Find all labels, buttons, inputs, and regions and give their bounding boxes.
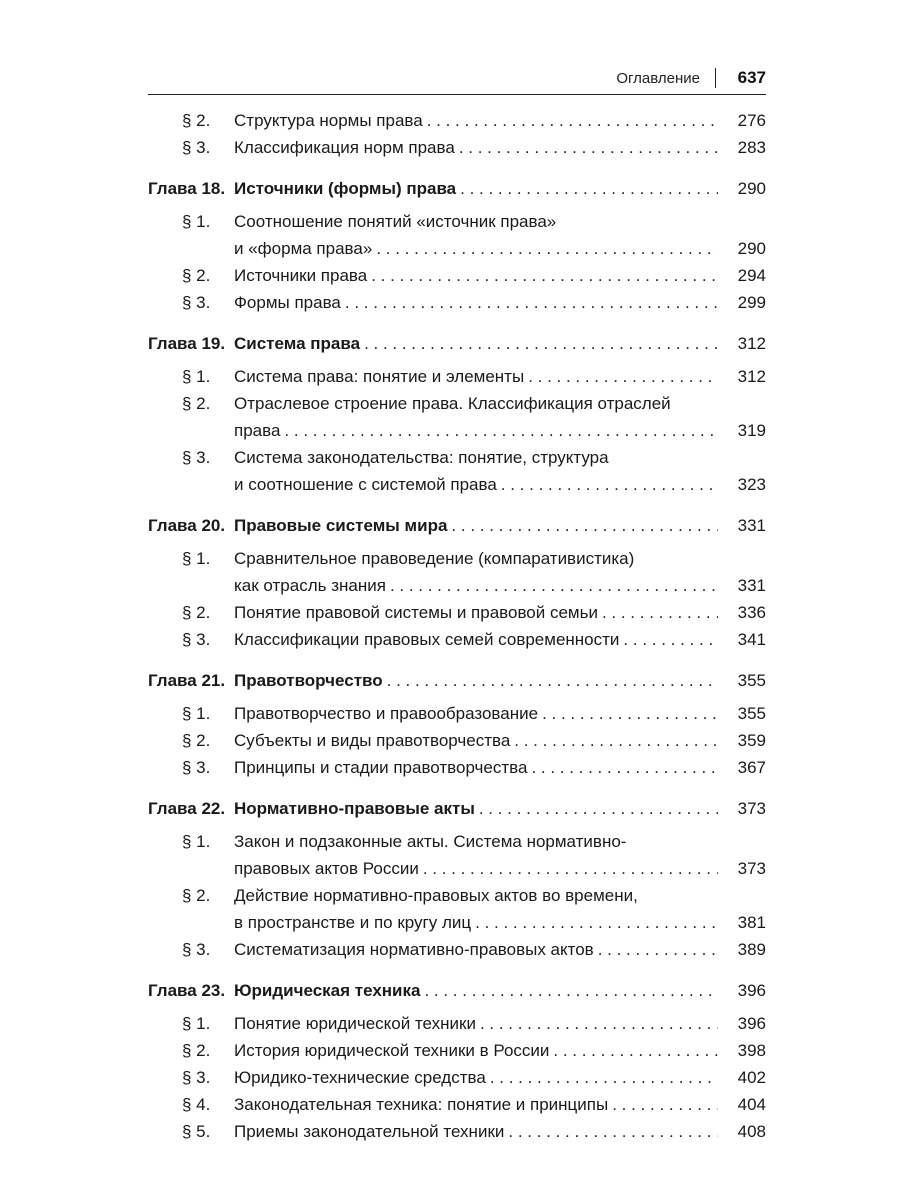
toc-chapter-row bbox=[148, 330, 766, 357]
section-number: § 3. bbox=[182, 630, 211, 649]
entry-title-line: права bbox=[234, 421, 281, 440]
toc-section-row bbox=[148, 1010, 766, 1037]
toc-chapter-row bbox=[148, 512, 766, 539]
entry-title-line: Правотворчество bbox=[234, 671, 383, 690]
toc-section-row bbox=[148, 727, 766, 754]
header-page-number: 637 bbox=[737, 68, 766, 87]
entry-title-line: Юридико-технические средства bbox=[234, 1068, 486, 1087]
dot-leader bbox=[387, 667, 718, 694]
toc-section-row bbox=[148, 289, 766, 316]
entry-title-line: Классификации правовых семей современности bbox=[234, 630, 620, 649]
page-number: 294 bbox=[737, 266, 766, 285]
page-number: 355 bbox=[737, 704, 766, 723]
toc-section-row bbox=[148, 700, 766, 727]
section-number: § 2. bbox=[182, 603, 211, 622]
page-number: 319 bbox=[737, 421, 766, 440]
toc-section-row bbox=[148, 882, 766, 936]
toc-section-row bbox=[148, 1064, 766, 1091]
chapter-number: Глава 22. bbox=[148, 799, 226, 818]
dot-leader bbox=[459, 134, 718, 161]
section-number: § 3. bbox=[182, 1068, 211, 1087]
header-title: Оглавление bbox=[616, 70, 700, 87]
chapter-number: Глава 21. bbox=[148, 671, 226, 690]
dot-leader bbox=[501, 471, 718, 498]
page-number: 373 bbox=[737, 859, 766, 878]
entry-title-line: и соотношение с системой права bbox=[234, 475, 497, 494]
page-number: 396 bbox=[737, 1014, 766, 1033]
page-number: 283 bbox=[737, 138, 766, 157]
dot-leader bbox=[508, 1118, 718, 1145]
page-number: 373 bbox=[737, 799, 766, 818]
entry-title-line: Приемы законодательной техники bbox=[234, 1122, 505, 1141]
entry-title-line: Субъекты и виды правотворчества bbox=[234, 731, 511, 750]
dot-leader bbox=[376, 235, 718, 262]
page-number: 331 bbox=[737, 576, 766, 595]
entry-title-line: Понятие юридической техники bbox=[234, 1014, 476, 1033]
entry-title-line: Правотворчество и правообразование bbox=[234, 704, 539, 723]
section-number: § 2. bbox=[182, 1041, 211, 1060]
section-number: § 2. bbox=[182, 731, 211, 750]
entry-title-line: правовых актов России bbox=[234, 859, 419, 878]
dot-leader bbox=[490, 1064, 718, 1091]
section-number: § 1. bbox=[182, 832, 211, 851]
entry-title-line: и «форма права» bbox=[234, 239, 373, 258]
entry-title-line: Система законодательства: понятие, структура bbox=[234, 448, 609, 467]
dot-leader bbox=[479, 795, 718, 822]
dot-leader bbox=[345, 289, 718, 316]
chapter-number: Глава 18. bbox=[148, 179, 226, 198]
entry-title-line: Принципы и стадии правотворчества bbox=[234, 758, 528, 777]
running-header bbox=[148, 66, 766, 95]
page-number: 299 bbox=[737, 293, 766, 312]
chapter-number: Глава 20. bbox=[148, 516, 226, 535]
entry-title-line: Отраслевое строение права. Классификация отраслей bbox=[234, 394, 671, 413]
toc-section-row bbox=[148, 134, 766, 161]
toc-section-row bbox=[148, 390, 766, 444]
dot-leader bbox=[451, 512, 718, 539]
toc-section-row bbox=[148, 262, 766, 289]
entry-title-line: Система права: понятие и элементы bbox=[234, 367, 525, 386]
toc-section-row bbox=[148, 1091, 766, 1118]
dot-leader bbox=[371, 262, 718, 289]
entry-title-line: Система права bbox=[234, 334, 361, 353]
page-number: 290 bbox=[737, 179, 766, 198]
dot-leader bbox=[602, 599, 718, 626]
dot-leader bbox=[364, 330, 718, 357]
section-number: § 2. bbox=[182, 266, 211, 285]
page-number: 355 bbox=[737, 671, 766, 690]
section-number: § 3. bbox=[182, 293, 211, 312]
dot-leader bbox=[480, 1010, 718, 1037]
dot-leader bbox=[390, 572, 718, 599]
page-number: 367 bbox=[737, 758, 766, 777]
entry-title-line: Нормативно-правовые акты bbox=[234, 799, 475, 818]
section-number: § 1. bbox=[182, 549, 211, 568]
entry-title-line: Источники (формы) права bbox=[234, 179, 457, 198]
dot-leader bbox=[284, 417, 718, 444]
section-number: § 1. bbox=[182, 1014, 211, 1033]
dot-leader bbox=[514, 727, 718, 754]
toc-section-row bbox=[148, 545, 766, 599]
toc-section-row bbox=[148, 828, 766, 882]
chapter-number: Глава 19. bbox=[148, 334, 226, 353]
entry-title-line: Понятие правовой системы и правовой семьи bbox=[234, 603, 598, 622]
section-number: § 3. bbox=[182, 758, 211, 777]
page-number: 408 bbox=[737, 1122, 766, 1141]
section-number: § 2. bbox=[182, 111, 211, 130]
section-number: § 2. bbox=[182, 394, 211, 413]
toc-section-row bbox=[148, 444, 766, 498]
section-number: § 4. bbox=[182, 1095, 211, 1114]
dot-leader bbox=[460, 175, 718, 202]
entry-title-line: как отрасль знания bbox=[234, 576, 386, 595]
dot-leader bbox=[475, 909, 718, 936]
header-divider bbox=[715, 68, 716, 88]
page-number: 359 bbox=[737, 731, 766, 750]
toc-section-row bbox=[148, 626, 766, 653]
section-number: § 1. bbox=[182, 704, 211, 723]
entry-title-line: Источники права bbox=[234, 266, 368, 285]
dot-leader bbox=[542, 700, 718, 727]
toc-section-row bbox=[148, 208, 766, 262]
dot-leader bbox=[598, 936, 718, 963]
entry-title-line: История юридической техники в России bbox=[234, 1041, 550, 1060]
page-number: 341 bbox=[737, 630, 766, 649]
page-number: 312 bbox=[737, 334, 766, 353]
entry-title-line: Действие нормативно-правовых актов во времени, bbox=[234, 886, 638, 905]
page-number: 389 bbox=[737, 940, 766, 959]
dot-leader bbox=[531, 754, 718, 781]
toc-section-row bbox=[148, 754, 766, 781]
dot-leader bbox=[623, 626, 718, 653]
page-number: 276 bbox=[737, 111, 766, 130]
page-number: 290 bbox=[737, 239, 766, 258]
entry-title-line: Систематизация нормативно-правовых актов bbox=[234, 940, 594, 959]
section-number: § 5. bbox=[182, 1122, 211, 1141]
chapter-number: Глава 23. bbox=[148, 981, 226, 1000]
dot-leader bbox=[553, 1037, 718, 1064]
entry-title-line: Классификация норм права bbox=[234, 138, 455, 157]
entry-title-line: Юридическая техника bbox=[234, 981, 421, 1000]
dot-leader bbox=[528, 363, 718, 390]
toc-section-row bbox=[148, 936, 766, 963]
toc-section-row bbox=[148, 1037, 766, 1064]
entry-title-line: в пространстве и по кругу лиц bbox=[234, 913, 472, 932]
page-number: 381 bbox=[737, 913, 766, 932]
section-number: § 2. bbox=[182, 886, 211, 905]
page-number: 336 bbox=[737, 603, 766, 622]
page-number: 396 bbox=[737, 981, 766, 1000]
page-number: 323 bbox=[737, 475, 766, 494]
page-number: 404 bbox=[737, 1095, 766, 1114]
section-number: § 3. bbox=[182, 940, 211, 959]
page-number: 398 bbox=[737, 1041, 766, 1060]
section-number: § 1. bbox=[182, 367, 211, 386]
dot-leader bbox=[423, 855, 718, 882]
toc-chapter-row bbox=[148, 175, 766, 202]
entry-title-line: Формы права bbox=[234, 293, 341, 312]
section-number: § 1. bbox=[182, 212, 211, 231]
entry-title-line: Структура нормы права bbox=[234, 111, 423, 130]
toc-section-row bbox=[148, 363, 766, 390]
toc-chapter-row bbox=[148, 977, 766, 1004]
page-number: 312 bbox=[737, 367, 766, 386]
toc-section-row bbox=[148, 107, 766, 134]
entry-title-line: Правовые системы мира bbox=[234, 516, 448, 535]
section-number: § 3. bbox=[182, 448, 211, 467]
entry-title-line: Законодательная техника: понятие и принципы bbox=[234, 1095, 609, 1114]
entry-title-line: Закон и подзаконные акты. Система нормативно- bbox=[234, 832, 627, 851]
page-number: 402 bbox=[737, 1068, 766, 1087]
dot-leader bbox=[427, 107, 718, 134]
toc-section-row bbox=[148, 1118, 766, 1145]
toc-chapter-row bbox=[148, 667, 766, 694]
section-number: § 3. bbox=[182, 138, 211, 157]
dot-leader bbox=[612, 1091, 718, 1118]
entry-title-line: Соотношение понятий «источник права» bbox=[234, 212, 557, 231]
page-number: 331 bbox=[737, 516, 766, 535]
toc-chapter-row bbox=[148, 795, 766, 822]
dot-leader bbox=[424, 977, 718, 1004]
entry-title-line: Сравнительное правоведение (компаративистика) bbox=[234, 549, 635, 568]
table-of-contents bbox=[148, 107, 766, 1145]
toc-section-row bbox=[148, 599, 766, 626]
